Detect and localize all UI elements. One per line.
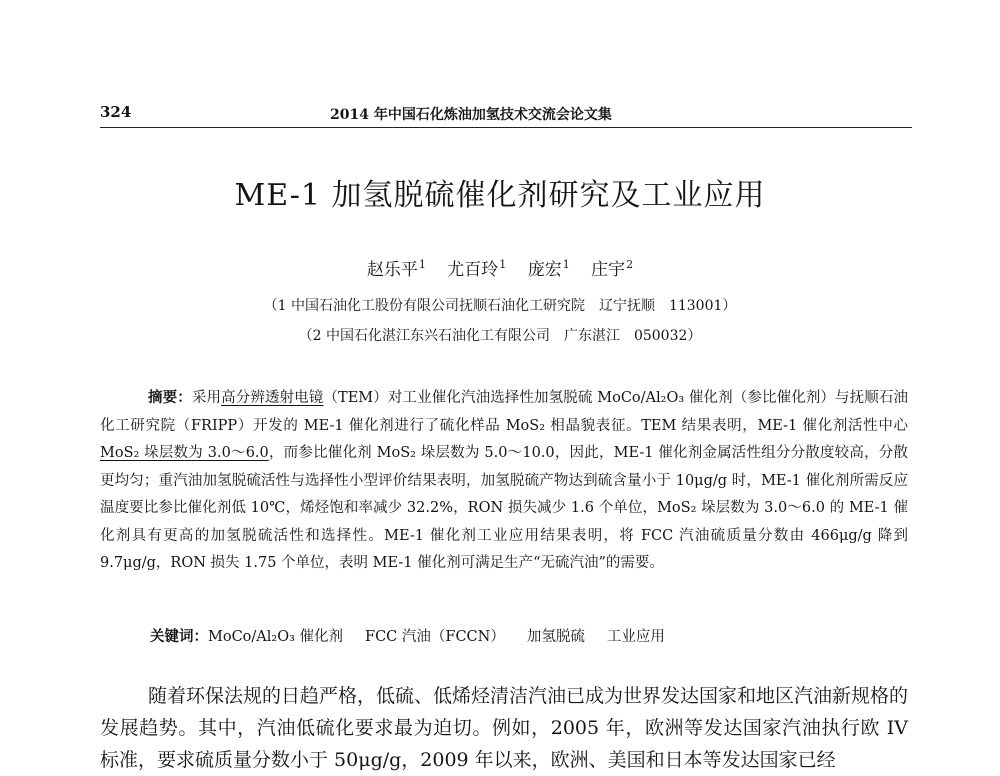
author-name: 庄宇 <box>591 260 626 280</box>
running-title: 2014 年中国石化炼油加氢技术交流会论文集 <box>330 107 612 123</box>
keyword: 工业应用 <box>606 629 665 645</box>
affiliation-2: （2 中国石化湛江东兴石油化工有限公司 广东湛江 050032） <box>298 328 702 344</box>
abstract-text-3: ，而参比催化剂 MoS₂ 垛层数为 5.0～10.0，因此，ME-1 催化剂金属活性组分分散度较高，分散更均匀；重汽油加氢脱硫活性与选择性小型评价结果表明，加氢脱硫产物达到硫含量小于 10μg/g 时，ME-1 催化剂所需反应温度要比参比催化剂低 10℃，烯烃饱和率减少 32.2%，RON 损失减少 1.6 个单位，MoS₂ 垛层数为 3.0～6.0 的 ME-1 催化剂具有更高的加氢脱硫活性和选择性。ME-1 催化剂工业应用结果表明，将 FCC 汽油硫质量分数由 466μg/g 降到 9.7μg/g，RON 损失 1.75 个单位，表明 ME-1 催化剂可满足生产“无硫汽油”的需要。 <box>100 445 908 571</box>
keyword: 加氢脱硫 <box>526 629 585 645</box>
author-affiliation-mark: 1 <box>418 258 426 272</box>
author-affiliation-mark: 2 <box>626 258 634 272</box>
author <box>367 260 426 280</box>
paragraph-indent <box>100 685 148 707</box>
abstract <box>100 384 908 578</box>
keyword: FCC 汽油（FCCN） <box>365 629 505 645</box>
abstract-underline-1: 高分辨透射电镜 <box>221 390 324 406</box>
abstract-underline-2: MoS₂ 垛层数为 3.0～6.0 <box>100 445 269 461</box>
author-name: 赵乐平 <box>366 260 418 280</box>
author <box>591 260 633 280</box>
keywords-label: 关键词： <box>150 628 208 645</box>
paper-title: ME-1 加氢脱硫催化剂研究及工业应用 <box>234 178 766 213</box>
body-text: 随着环保法规的日趋严格，低硫、低烯烃清洁汽油已成为世界发达国家和地区汽油新规格的发展趋势。其中，汽油低硫化要求最为迫切。例如，2005 年，欧洲等发达国家汽油执行欧 IV 标准，要求硫质量分数小于 50μg/g，2009 年以来，欧洲、美国和日本等发达国家已经 <box>100 685 909 771</box>
author-affiliation-mark: 1 <box>499 258 507 272</box>
abstract-text-2: （TEM）对工业催化汽油选择性加氢脱硫 MoCo/Al₂O₃ 催化剂（参比催化剂）与抚顺石油化工研究院（FRIPP）开发的 ME-1 催化剂进行了硫化样品 MoS₂ 相晶貌表征。TEM 结果表明，ME-1 催化剂活性中心 <box>100 390 909 434</box>
keywords <box>150 625 687 646</box>
page-number: 324 <box>100 103 132 121</box>
author <box>447 260 506 280</box>
keyword: MoCo/Al₂O₃ 催化剂 <box>208 629 344 645</box>
author <box>528 260 570 280</box>
author-list <box>0 255 1000 280</box>
author-name: 尤百玲 <box>447 260 499 280</box>
affiliation-1: （1 中国石油化工股份有限公司抚顺石油化工研究院 辽宁抚顺 113001） <box>263 298 737 314</box>
author-affiliation-mark: 1 <box>562 258 570 272</box>
author-name: 庞宏 <box>527 260 562 280</box>
abstract-label: 摘要： <box>148 389 192 406</box>
body-paragraph <box>100 680 908 776</box>
header-rule <box>100 127 912 128</box>
abstract-text-1: 采用 <box>191 390 222 406</box>
abstract-indent <box>100 390 148 406</box>
